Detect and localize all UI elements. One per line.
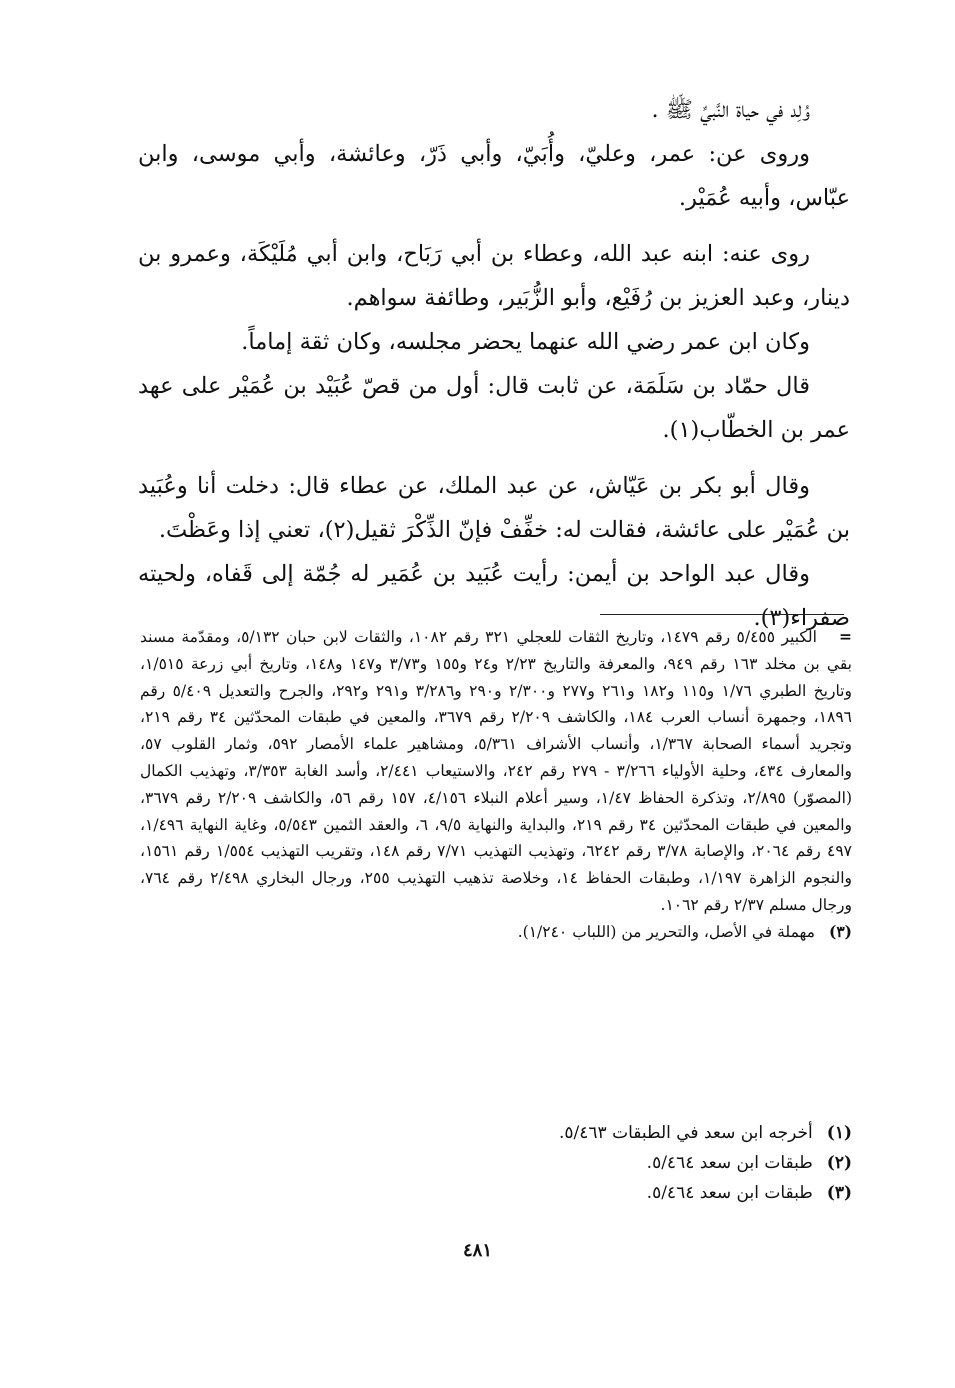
footnote-item	[140, 1178, 852, 1208]
paragraph-abu-bakr: وقال أبو بكر بن عَيّاش، عن عبد الملك، عن عطاء قال: دخلت أنا وعُبَيد بن عُمَيْر على عائشة، فقالت له: خفِّفْ فإنّ الذِّكْرَ ثقيل(٢)، تعني إذا وعَظْتَ.	[138, 473, 850, 543]
notes-continuation	[140, 624, 852, 946]
paragraph-narrated-by: روى عنه: ابنه عبد الله، وعطاء بن أبي رَبَاح، وابن أبي مُلَيْكَة، وعمرو بن دينار، وعبد العزيز بن رُفَيْع، وأبو الزُّبَير، وطائفة سواهم.	[138, 241, 850, 311]
main-text	[138, 88, 850, 640]
sources-text: الكبير ٥/٤٥٥ رقم ١٤٧٩، وتاريخ الثقات للعجلي ٣٢١ رقم ١٠٨٢، والثقات لابن حبان ٥/١٣٢، ومقدّمة مسند بقي بن مخلد ١٦٣ رقم ٩٤٩، والمعرفة والتاريخ ٢/٢٣ و٢٤ و١٥٥ و٣/٧٣ و١٤٧ و١٤٨، وتاريخ أبي زرعة ١/٥١٥، وتاريخ الطبري ١/٧٦ و١١٥ و١٨٢ و٢٦١ و٢٧٧ و٢/٣٠٠ و٢٩٠ و٣/٢٨٦ و٢٩١ و٢٩٢، والجرح والتعديل ٥/٤٠٩ رقم ١٨٩٦، وجمهرة أنساب العرب ١٨٤، والكاشف ٢/٢٠٩ رقم ٣٦٧٩، والمعين في طبقات المحدّثين ٣٤ رقم ٢١٩، وتجريد أسماء الصحابة ١/٣٦٧، وأنساب الأشراف ٥/٣٦١، ومشاهير علماء الأمصار ٥٩٢، وثمار القلوب ٥٧، والمعارف ٤٣٤، وحلية الأولياء ٣/٢٦٦ - ٢٧٩ رقم ٢٤٢، والاستيعاب ٢/٤٤١، وأسد الغابة ٣/٣٥٣، وتهذيب الكمال (المصوّر) ٢/٨٩٥، وتذكرة الحفاظ ١/٤٧، وسير أعلام النبلاء ٤/١٥٦، ١٥٧ رقم ٥٦، والكاشف ٢/٢٠٩ رقم ٣٦٧٩، والمعين في طبقات المحدّثين ٣٤ رقم ٢١٩، والبداية والنهاية ٩/٥، ٦، والعقد الثمين ٥/٥٤٣، وغاية النهاية ١/٤٩٦، ٤٩٧ رقم ٢٠٦٤، والإصابة ٣/٧٨ رقم ٦٢٤٢، وتهذيب التهذيب ٧/٧١ رقم ١٤٨، وتقريب التهذيب ١/٥٥٤ رقم ١٥٦١، والنجوم الزاهرة ١/١٩٧، وطبقات الحفاظ ١٤، وخلاصة تذهيب التهذيب ٢٥٥، ورجال البخاري ٢/٤٩٨ رقم ٧٦٤، ورجال مسلم ٢/٣٧ رقم ١٠٦٢.	[140, 628, 853, 914]
footnote-item	[140, 1118, 852, 1148]
footnotes	[140, 1118, 852, 1208]
paragraph-hammad: قال حمّاد بن سَلَمَة، عن ثابت قال: أول من قصّ عُبَيْد بن عُمَيْر على عهد عمر بن الخطّاب(١).	[138, 373, 850, 443]
footnote-number: (١)	[826, 1123, 852, 1143]
footnote-text: أخرجه ابن سعد في الطبقات ٥/٤٦٣.	[559, 1123, 813, 1143]
note-text: مهملة في الأصل، والتحرير من (اللباب ١/٢٤٠).	[517, 922, 815, 941]
note-number: (٣)	[828, 921, 852, 941]
footnote-text: طبقات ابن سعد ٥/٤٦٤.	[646, 1183, 813, 1203]
paragraph-abd-alwahid: وقال عبد الواحد بن أيمن: رأيت عُبَيد بن عُمَير له جُمّة إلى قَفاه، ولحيته صفراء(٣).	[138, 561, 850, 631]
footnote-text: طبقات ابن سعد ٥/٤٦٤.	[646, 1153, 813, 1173]
footnote-separator	[600, 614, 844, 615]
page-number: ٤٨١	[462, 1240, 492, 1261]
paragraph-ibn-umar: وكان ابن عمر رضي الله عنهما يحضر مجلسه، وكان ثقة إماماً.	[241, 329, 810, 355]
footnote-number: (٢)	[826, 1153, 852, 1173]
footnote-item	[140, 1148, 852, 1178]
paragraph-narrated-from: وروى عن: عمر، وعليّ، وأُبَيّ، وأبي ذَرّ، وعائشة، وأبي موسى، وابن عبّاس، وأبيه عُمَيْر.	[138, 141, 850, 211]
paragraph-birth: وُلِد في حياة النَّبيِّ ﷺ .	[651, 97, 810, 123]
footnote-number: (٣)	[826, 1183, 852, 1203]
continuation-mark: =	[838, 627, 852, 646]
notes-sources	[140, 624, 852, 919]
note-three	[140, 919, 852, 946]
